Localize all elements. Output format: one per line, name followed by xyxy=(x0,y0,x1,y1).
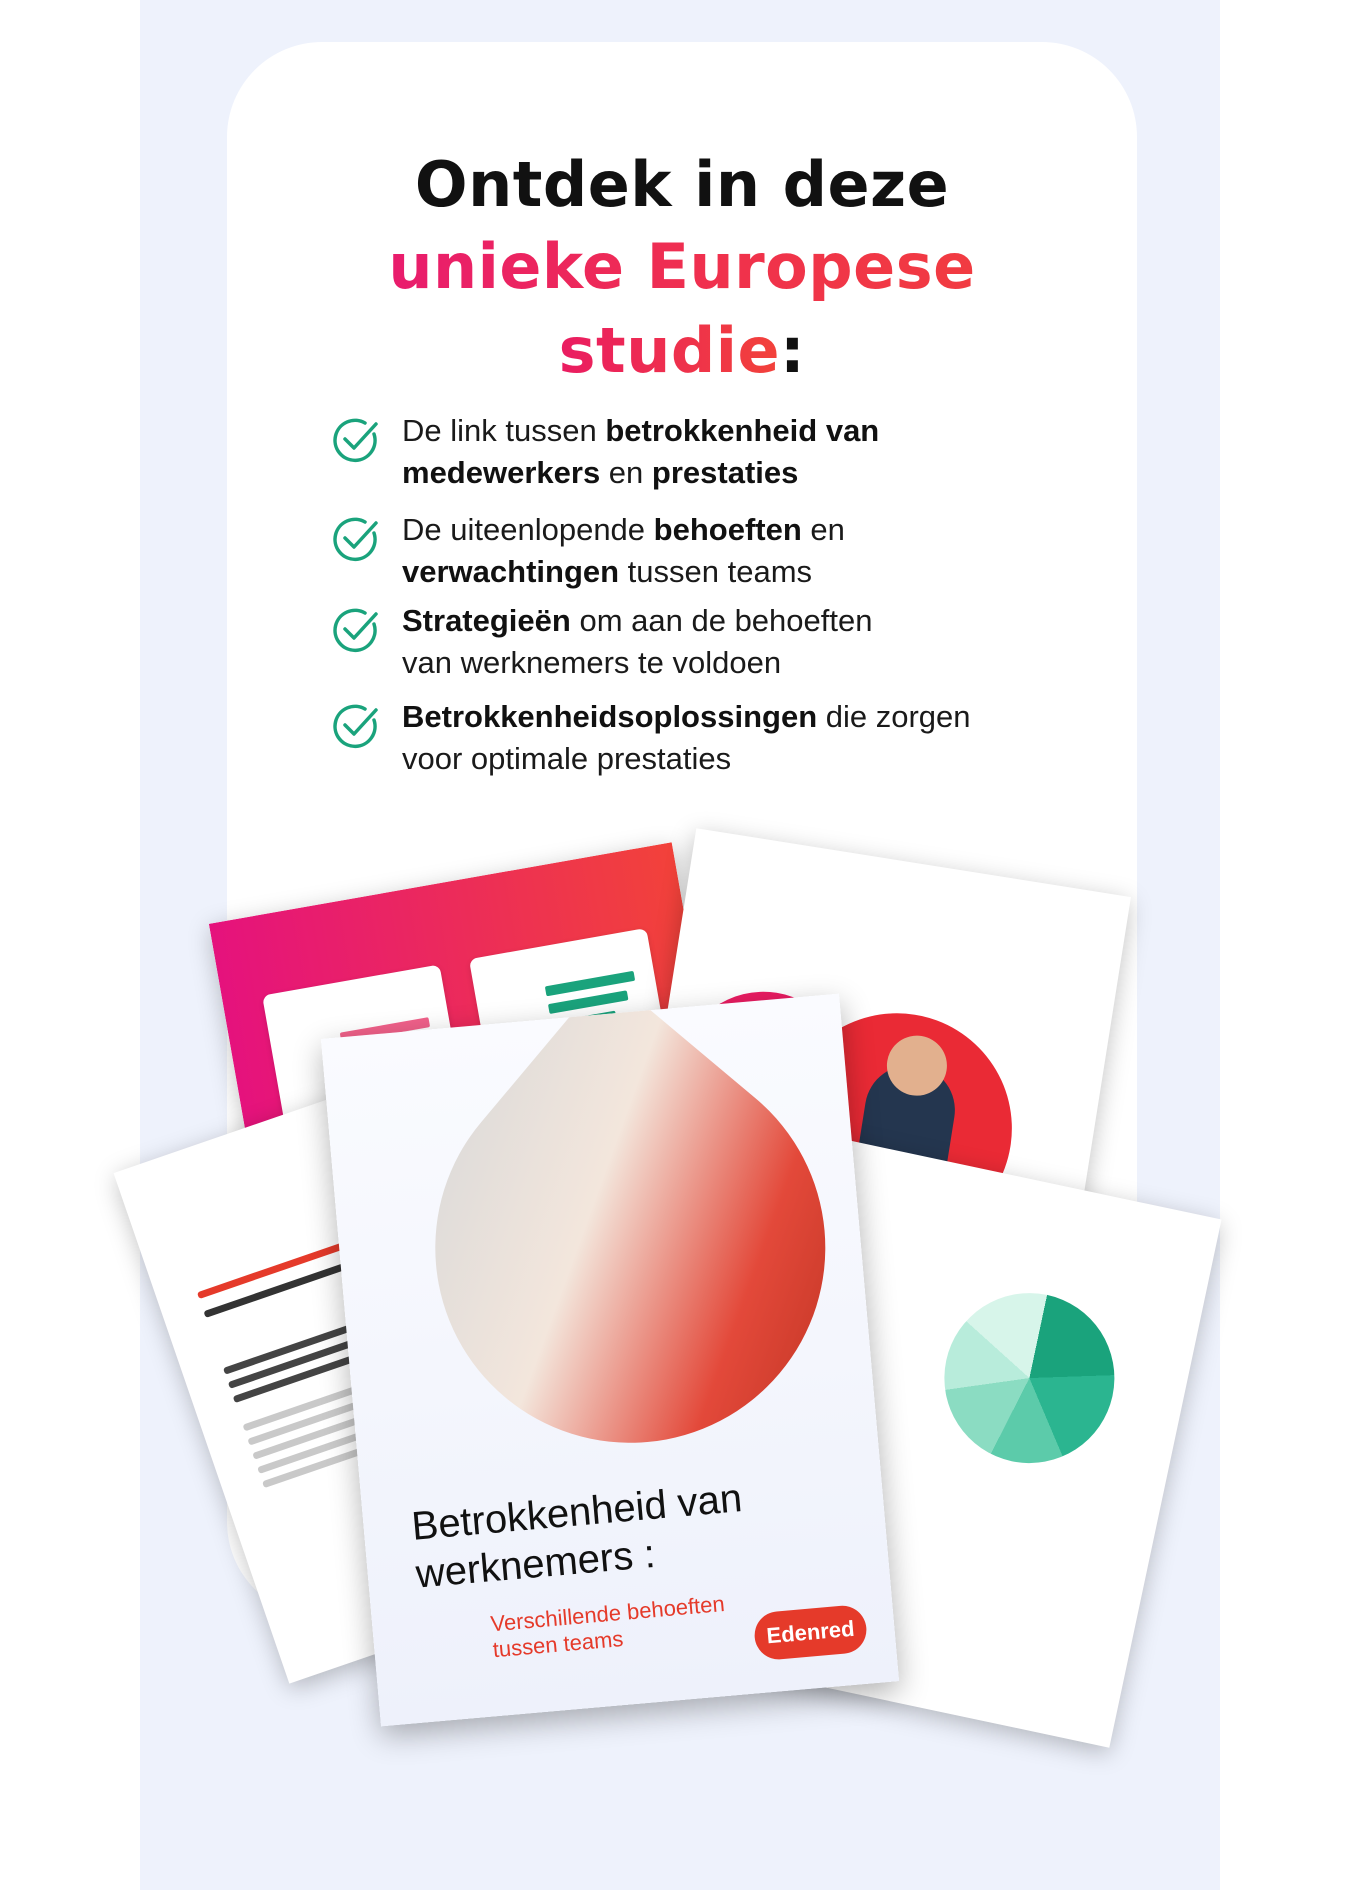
headline-line-3 xyxy=(227,312,1137,390)
benefit-text-regular: en xyxy=(600,455,652,490)
benefit-text xyxy=(402,696,1082,780)
benefit-text xyxy=(402,600,1082,684)
benefit-text-regular: die zorgen xyxy=(817,699,971,734)
check-circle-icon xyxy=(330,414,382,466)
benefit-text-regular: voor optimale prestaties xyxy=(402,741,732,776)
brochure-cover xyxy=(321,994,899,1727)
benefit-text-bold: betrokkenheid van xyxy=(605,413,880,448)
check-circle-icon xyxy=(330,604,382,656)
benefit-text-bold: medewerkers xyxy=(402,455,601,490)
headline-word-studie: studie xyxy=(558,314,781,387)
benefit-item xyxy=(330,600,1070,690)
benefit-text-bold: prestaties xyxy=(651,455,799,490)
benefit-text xyxy=(402,509,1082,593)
benefit-text-bold: verwachtingen xyxy=(402,554,620,589)
benefit-text-regular: De uiteenlopende xyxy=(402,512,654,547)
benefit-text-bold: Strategieën xyxy=(402,603,571,638)
check-circle-icon xyxy=(330,513,382,565)
headline-line-2: unieke Europese xyxy=(227,228,1137,306)
benefit-list xyxy=(330,410,1070,776)
cover-title: Betrokkenheid van werknemers : xyxy=(409,1476,744,1597)
edenred-logo: Edenred xyxy=(753,1604,869,1662)
brochure-collage xyxy=(150,830,1220,1870)
pie-chart-illustration xyxy=(929,1277,1131,1479)
benefit-text xyxy=(402,410,1082,494)
check-circle-icon xyxy=(330,700,382,752)
benefit-text-regular: om aan de behoeften xyxy=(570,603,873,638)
headline-colon: : xyxy=(780,314,806,387)
benefit-item xyxy=(330,696,1070,786)
headline-line-1: Ontdek in deze xyxy=(414,148,950,221)
benefit-text-regular: tussen teams xyxy=(619,554,813,589)
benefit-item xyxy=(330,509,1070,599)
cover-subtitle: Verschillende behoeften tussen teams xyxy=(489,1590,726,1663)
benefit-text-regular: van werknemers te voldoen xyxy=(402,645,782,680)
benefit-item xyxy=(330,410,1070,500)
benefit-text-bold: Betrokkenheidsoplossingen xyxy=(402,699,818,734)
benefit-text-bold: behoeften xyxy=(653,512,802,547)
cover-photo xyxy=(356,994,900,1523)
benefit-text-regular: De link tussen xyxy=(402,413,606,448)
benefit-text-regular: en xyxy=(801,512,845,547)
